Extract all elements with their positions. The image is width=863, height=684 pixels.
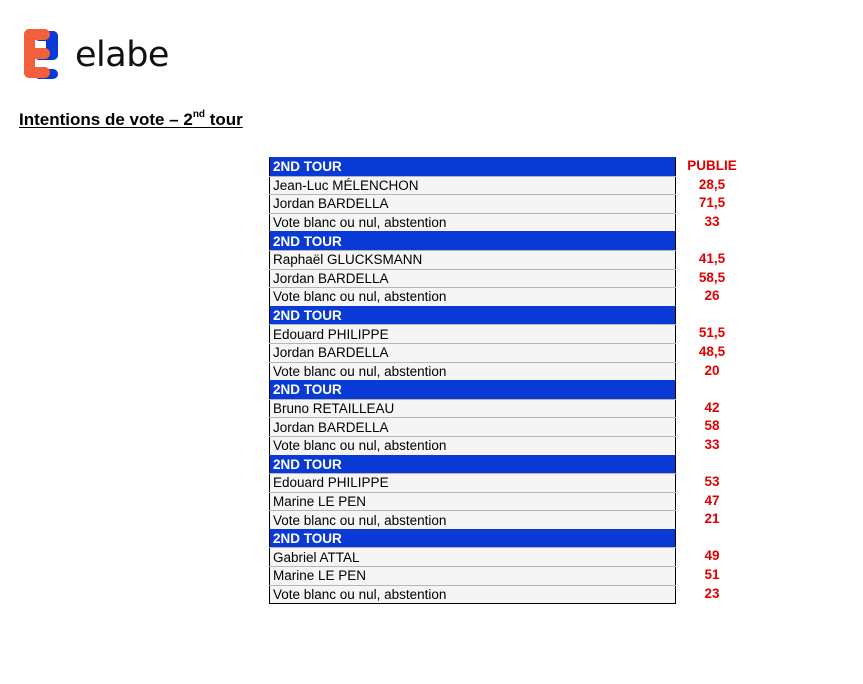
table-row — [270, 511, 676, 530]
section-header-row — [270, 232, 676, 251]
section-header: 2ND TOUR — [270, 306, 676, 325]
section-header-row — [270, 158, 676, 177]
published-value: 48,5 — [698, 343, 726, 359]
published-value: 49 — [704, 548, 720, 564]
published-value: 47 — [704, 492, 720, 508]
table-row — [270, 343, 676, 362]
value-spacer — [676, 231, 748, 250]
brand-name: elabe — [75, 34, 169, 75]
section-header-row — [270, 381, 676, 400]
table-row — [270, 585, 676, 604]
published-value: 23 — [704, 585, 720, 601]
table-row — [270, 213, 676, 232]
table-row — [270, 362, 676, 381]
candidate-label: Vote blanc ou nul, abstention — [270, 511, 676, 530]
value-spacer — [676, 380, 748, 399]
published-values-column — [676, 157, 748, 603]
candidate-label: Edouard PHILIPPE — [270, 474, 676, 493]
table-row — [270, 288, 676, 307]
table-row — [270, 492, 676, 511]
candidate-label: Vote blanc ou nul, abstention — [270, 288, 676, 307]
published-value: 33 — [704, 436, 720, 452]
published-value: 71,5 — [698, 195, 726, 211]
table-row — [270, 269, 676, 288]
section-header-row — [270, 529, 676, 548]
published-value: 51 — [704, 567, 720, 583]
published-value: 53 — [704, 474, 720, 490]
results-table-body — [270, 158, 676, 604]
value-spacer — [676, 306, 748, 325]
table-row — [270, 548, 676, 567]
published-value: 51,5 — [698, 325, 726, 341]
candidate-label: Jordan BARDELLA — [270, 269, 676, 288]
title-prefix: Intentions de vote – 2 — [19, 110, 193, 129]
section-header: 2ND TOUR — [270, 381, 676, 400]
published-value: 41,5 — [698, 250, 726, 266]
section-header: 2ND TOUR — [270, 232, 676, 251]
value-spacer — [676, 455, 748, 474]
candidate-label: Edouard PHILIPPE — [270, 325, 676, 344]
candidate-label: Bruno RETAILLEAU — [270, 399, 676, 418]
section-header: 2ND TOUR — [270, 158, 676, 177]
column-header-publie: PUBLIE — [687, 158, 737, 173]
elabe-logo-mark-icon — [22, 29, 60, 81]
section-header: 2ND TOUR — [270, 455, 676, 474]
page-title — [19, 110, 243, 130]
value-spacer — [676, 529, 748, 548]
published-value: 58,5 — [698, 269, 726, 285]
candidate-label: Raphaël GLUCKSMANN — [270, 250, 676, 269]
candidate-label: Vote blanc ou nul, abstention — [270, 436, 676, 455]
candidate-label: Jordan BARDELLA — [270, 418, 676, 437]
table-row — [270, 250, 676, 269]
candidate-label: Jordan BARDELLA — [270, 195, 676, 214]
table-row — [270, 567, 676, 586]
results-table — [269, 157, 676, 604]
candidate-label: Marine LE PEN — [270, 567, 676, 586]
table-row — [270, 474, 676, 493]
published-value: 58 — [704, 418, 720, 434]
table-row — [270, 195, 676, 214]
section-header-row — [270, 306, 676, 325]
published-value: 28,5 — [698, 176, 726, 192]
candidate-label: Vote blanc ou nul, abstention — [270, 362, 676, 381]
candidate-label: Jordan BARDELLA — [270, 343, 676, 362]
published-value: 20 — [704, 362, 720, 378]
table-row — [270, 418, 676, 437]
title-suffix: tour — [205, 110, 243, 129]
candidate-label: Jean-Luc MÉLENCHON — [270, 176, 676, 195]
section-header: 2ND TOUR — [270, 529, 676, 548]
section-header-row — [270, 455, 676, 474]
elabe-logo — [22, 28, 169, 82]
published-value: 33 — [704, 213, 720, 229]
candidate-label: Vote blanc ou nul, abstention — [270, 213, 676, 232]
published-value: 21 — [704, 511, 720, 527]
candidate-label: Marine LE PEN — [270, 492, 676, 511]
published-value: 26 — [704, 288, 720, 304]
title-superscript: nd — [192, 109, 206, 121]
table-row — [270, 176, 676, 195]
table-row — [270, 399, 676, 418]
published-value: 42 — [704, 399, 720, 415]
candidate-label: Vote blanc ou nul, abstention — [270, 585, 676, 604]
candidate-label: Gabriel ATTAL — [270, 548, 676, 567]
table-row — [270, 325, 676, 344]
table-row — [270, 436, 676, 455]
